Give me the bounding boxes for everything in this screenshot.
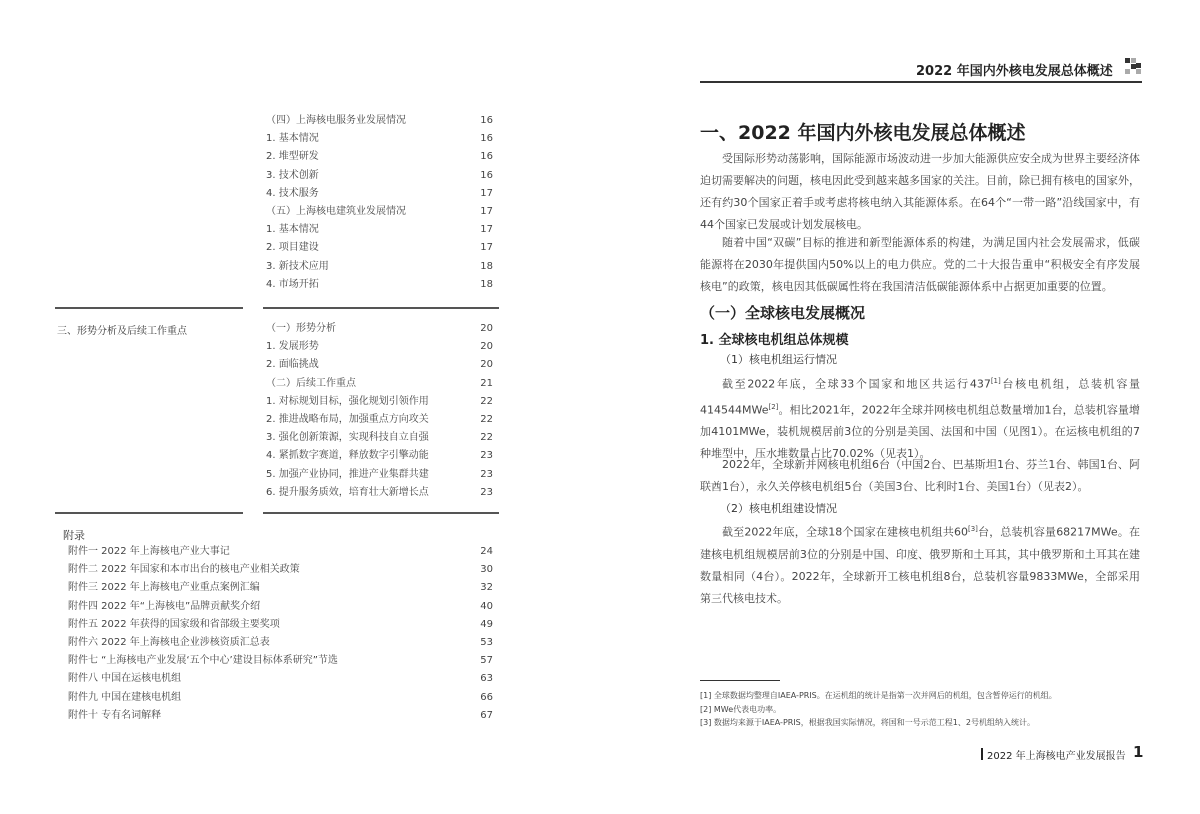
- toc-entry-page-number[interactable]: 18: [480, 260, 493, 272]
- toc-entry-label[interactable]: 1. 基本情况: [266, 224, 319, 236]
- toc-entry-page-number[interactable]: 20: [480, 341, 493, 353]
- footer-bar: [981, 748, 983, 760]
- toc-entry-label[interactable]: 4. 紧抓数字赛道，释放数字引擎动能: [266, 450, 429, 462]
- toc-entry-page-number[interactable]: 17: [480, 206, 493, 217]
- toc-entry-label[interactable]: 1. 发展形势: [266, 341, 319, 353]
- toc-section3-title[interactable]: 三、形势分析及后续工作重点: [57, 326, 187, 337]
- footnote-2: [2] MWe代表电功率。: [700, 705, 782, 714]
- appendix-entry-label[interactable]: 附件九 中国在建核电机组: [68, 691, 182, 703]
- toc-entry-label[interactable]: 3. 新技术应用: [266, 260, 329, 272]
- toc-entry-label[interactable]: 1. 基本情况: [266, 133, 319, 145]
- toc-entry-page-number[interactable]: 16: [480, 151, 493, 163]
- toc-entry-page-number[interactable]: 23: [480, 468, 493, 480]
- subsection-heading: 1. 全球核电机组总体规模: [700, 333, 849, 348]
- toc-entry-label[interactable]: 1. 对标规划目标，强化规划引领作用: [266, 395, 429, 407]
- appendix-entry-page-number[interactable]: 53: [480, 637, 493, 648]
- footnote-ref-3[interactable]: [3]: [968, 525, 978, 533]
- footer-report-title: 2022 年上海核电产业发展报告: [987, 751, 1126, 762]
- toc-entry-label[interactable]: 2. 面临挑战: [266, 359, 319, 371]
- toc-entry-page-number[interactable]: 16: [480, 115, 493, 126]
- toc-entry-page-number[interactable]: 16: [480, 169, 493, 181]
- appendix-entry-label[interactable]: 附件七 “上海核电产业发展‘五个中心’建设目标体系研究”节选: [68, 655, 338, 667]
- footnote-1: [1] 全球数据均整理自IAEA-PRIS。在运机组的统计是指第一次并网后的机组，包含暂停运行的机组。: [700, 691, 1057, 700]
- paragraph-4: 2022年，全球新并网核电机组6台（中国2台、巴基斯坦1台、芬兰1台、韩国1台、阿联酋1台），永久关停核电机组5台（美国3台、比利时1台、美国1台）（见表2）。: [700, 458, 1140, 493]
- toc-entry-label[interactable]: （五）上海核电建筑业发展情况: [266, 206, 406, 217]
- toc-entry-label[interactable]: 2. 项目建设: [266, 242, 319, 254]
- toc-divider-appendix-right: [263, 512, 499, 514]
- sub-subheading-1: （1）核电机组运行情况: [720, 353, 837, 366]
- toc-entry-page-number[interactable]: 23: [480, 486, 493, 498]
- toc-entry-page-number[interactable]: 17: [480, 242, 493, 254]
- toc-entry-page-number[interactable]: 17: [480, 224, 493, 236]
- toc-entry-label[interactable]: 2. 堆型研发: [266, 151, 319, 163]
- appendix-entry-label[interactable]: 附件五 2022 年获得的国家级和省部级主要奖项: [68, 618, 280, 630]
- appendix-entry-page-number[interactable]: 49: [480, 618, 493, 630]
- appendix-entry-label[interactable]: 附件十 专有名词解释: [68, 709, 162, 721]
- toc-entry-page-number[interactable]: 20: [480, 323, 493, 334]
- appendix-entry-page-number[interactable]: 32: [480, 582, 493, 594]
- appendix-entry-page-number[interactable]: 66: [480, 691, 493, 703]
- appendix-entry-label[interactable]: 附件三 2022 年上海核电产业重点案例汇编: [68, 582, 260, 594]
- toc-entry-label[interactable]: 5. 加强产业协同，推进产业集群共建: [266, 468, 429, 480]
- paragraph-1: 受国际形势动荡影响，国际能源市场波动进一步加大能源供应安全成为世界主要经济体迫切需要解决的问题，核电因此受到越来越多国家的关注。目前，除已拥有核电的国家外，还有约30个国家正着手或考虑将核电纳入其能源体系。在64个“一带一路”沿线国家中，有44个国家已发展或计划发展核电。: [700, 152, 1140, 231]
- header-rule: [700, 81, 1142, 83]
- appendix-entry-label[interactable]: 附件六 2022 年上海核电企业涉核资质汇总表: [68, 637, 270, 648]
- toc-entry-page-number[interactable]: 16: [480, 133, 493, 145]
- paragraph-3: 截至2022年底，全球33个国家和地区共运行437[1]台核电机组，总装机容量414544MWe[2]。相比2021年，2022年全球并网核电机组总数量增加1台，总装机容量增加4101MWe，装机规模居前3位的分别是美国、法国和中国（见图1）。在运核电机组的7种堆型中，压水堆数量占比70.02%（见表1）。: [700, 377, 1140, 461]
- appendix-entry-page-number[interactable]: 24: [480, 546, 493, 557]
- appendix-entry-page-number[interactable]: 30: [480, 564, 493, 576]
- toc-entry-page-number[interactable]: 18: [480, 278, 493, 290]
- toc-divider-right: [263, 307, 499, 309]
- article-title: 一、2022 年国内外核电发展总体概述: [700, 122, 1026, 144]
- toc-entry-label[interactable]: （一）形势分析: [266, 323, 336, 334]
- toc-entry-label[interactable]: 4. 技术服务: [266, 187, 319, 199]
- footnote-ref-1[interactable]: [1]: [990, 377, 1001, 385]
- toc-entry-page-number[interactable]: 22: [480, 432, 493, 444]
- toc-entry-page-number[interactable]: 21: [480, 377, 493, 389]
- toc-entry-label[interactable]: （二）后续工作重点: [266, 377, 356, 389]
- footnote-ref-2[interactable]: [2]: [768, 402, 779, 411]
- appendix-entry-label[interactable]: 附件二 2022 年国家和本市出台的核电产业相关政策: [68, 564, 300, 576]
- toc-entry-page-number[interactable]: 22: [480, 414, 493, 425]
- toc-divider-appendix-left: [55, 512, 243, 514]
- appendix-entry-label[interactable]: 附件四 2022 年“上海核电”品牌贡献奖介绍: [68, 600, 261, 612]
- toc-entry-label[interactable]: 3. 技术创新: [266, 169, 319, 181]
- paragraph-5: 截至2022年底，全球18个国家在建核电机组共60[3]台，总装机容量68217MWe。在建核电机组规模居前3位的分别是中国、印度、俄罗斯和土耳其，其中俄罗斯和土耳其在建数量相同（4台）。2022年，全球新开工核电机组8台，总装机容量9833MWe，全部采用第三代核电技术。: [700, 525, 1140, 605]
- appendix-entry-page-number[interactable]: 67: [480, 709, 493, 721]
- toc-entry-label[interactable]: 2. 推进战略布局，加强重点方向攻关: [266, 414, 429, 425]
- toc-entry-label[interactable]: 6. 提升服务质效，培育壮大新增长点: [266, 486, 429, 498]
- appendix-entry-label[interactable]: 附件八 中国在运核电机组: [68, 673, 182, 685]
- toc-divider-left: [55, 307, 243, 309]
- toc-entry-page-number[interactable]: 17: [480, 187, 493, 199]
- footnote-rule: [700, 680, 780, 681]
- toc-entry-label[interactable]: （四）上海核电服务业发展情况: [266, 115, 406, 126]
- appendix-entry-page-number[interactable]: 40: [480, 600, 493, 612]
- page-number: 1: [1133, 743, 1144, 761]
- footnote-3: [3] 数据均来源于IAEA-PRIS，根据我国实际情况，将国和一号示范工程1、2号机组纳入统计。: [700, 718, 1035, 727]
- appendix-title: 附录: [63, 529, 85, 542]
- toc-entry-label[interactable]: 4. 市场开拓: [266, 278, 319, 290]
- toc-entry-page-number[interactable]: 23: [480, 450, 493, 462]
- appendix-entry-label[interactable]: 附件一 2022 年上海核电产业大事记: [68, 546, 230, 557]
- toc-entry-page-number[interactable]: 20: [480, 359, 493, 371]
- section-heading: （一）全球核电发展概况: [700, 304, 866, 322]
- sub-subheading-2: （2）核电机组建设情况: [720, 502, 837, 515]
- appendix-entry-page-number[interactable]: 57: [480, 655, 493, 667]
- paragraph-2: 随着中国“双碳”目标的推进和新型能源体系的构建，为满足国内社会发展需求，低碳能源将在2030年提供国内50%以上的电力供应。党的二十大报告重申“积极安全有序发展核电”的政策，核电因其低碳属性将在我国清洁低碳能源体系中占据更加重要的位置。: [700, 236, 1140, 293]
- header-logo-icon: [1125, 58, 1141, 74]
- running-header: 2022 年国内外核电发展总体概述: [916, 64, 1113, 79]
- toc-entry-page-number[interactable]: 22: [480, 395, 493, 407]
- appendix-entry-page-number[interactable]: 63: [480, 673, 493, 685]
- toc-entry-label[interactable]: 3. 强化创新策源，实现科技自立自强: [266, 432, 429, 444]
